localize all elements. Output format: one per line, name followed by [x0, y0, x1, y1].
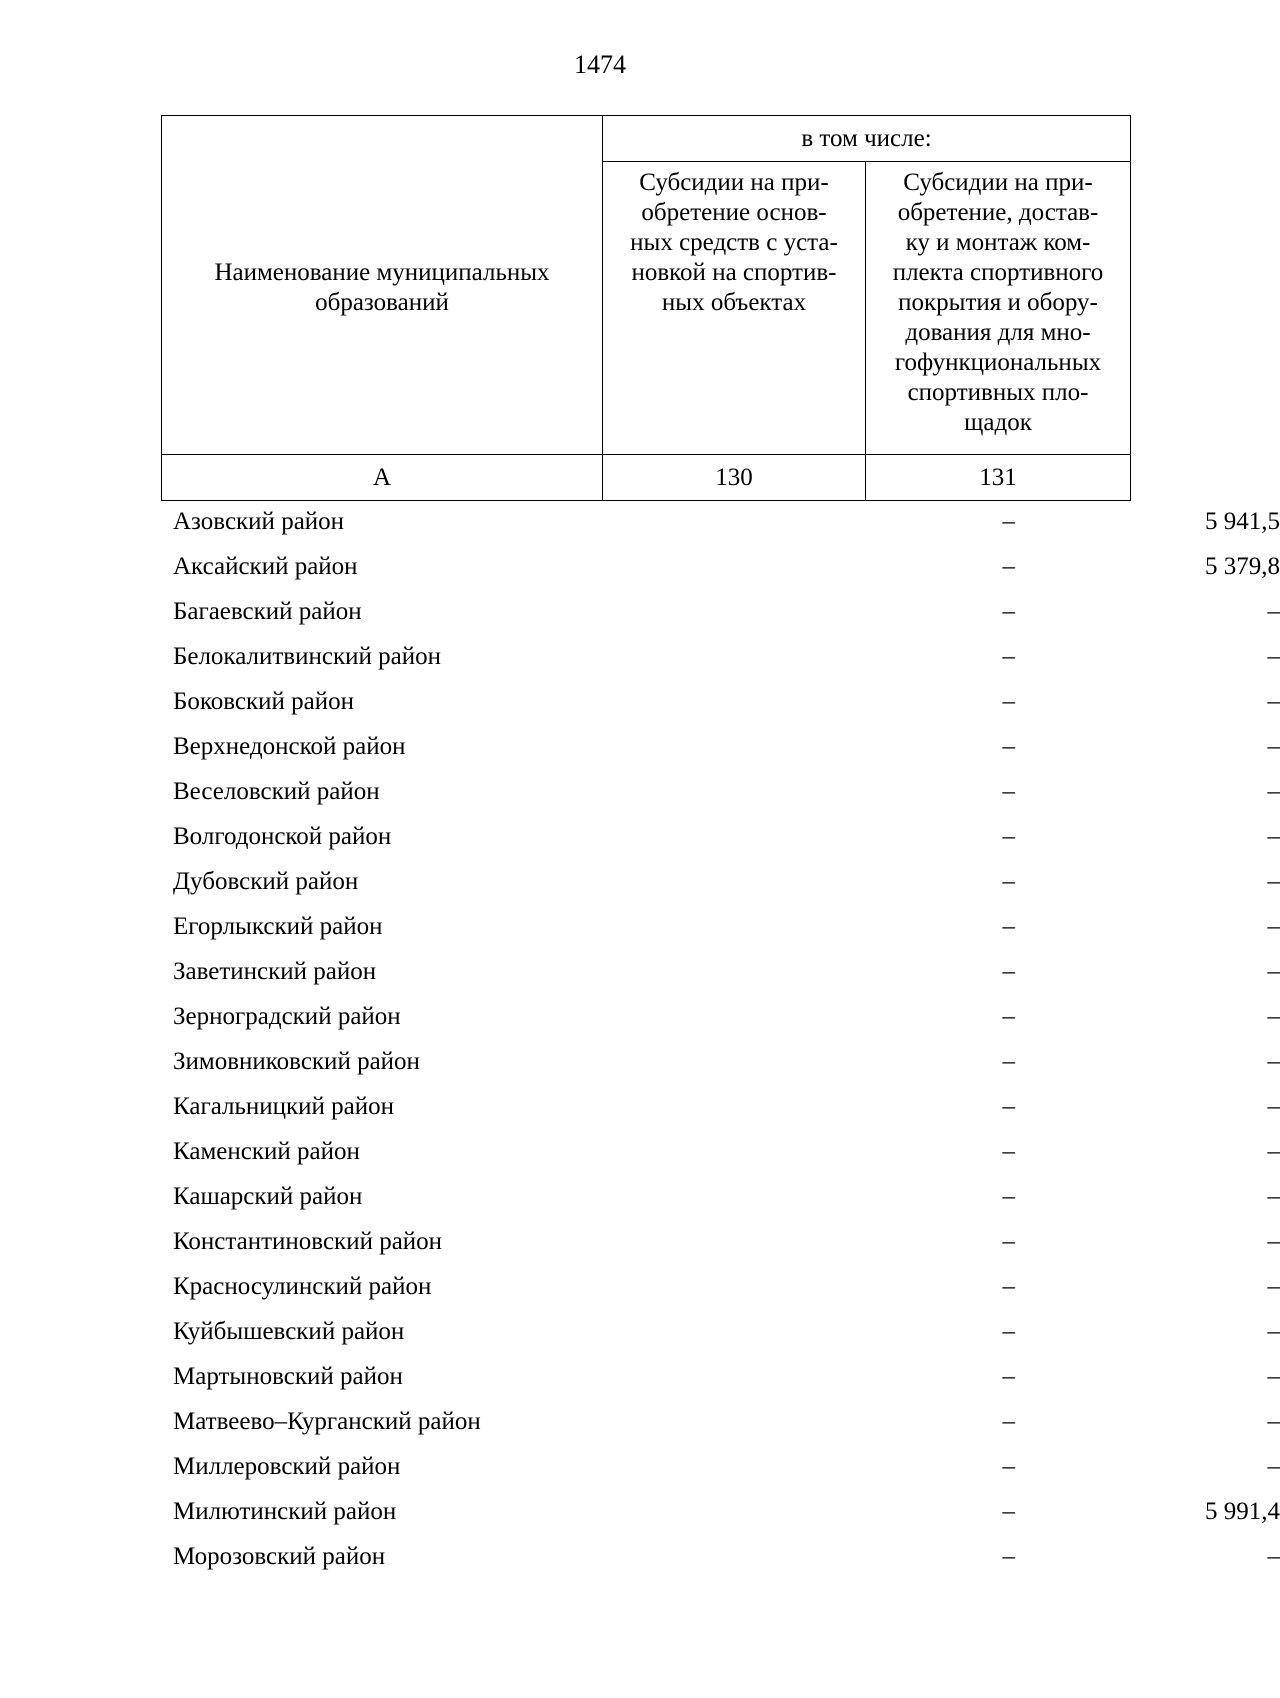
row-value-131: –: [1267, 868, 1280, 895]
header-col-130-label: [611, 168, 857, 318]
row-value-131: 5 941,5: [1205, 508, 1280, 535]
row-value-131: –: [1267, 1363, 1280, 1390]
row-municipality-name: Заветинский район: [173, 958, 377, 985]
row-value-130: –: [1002, 1498, 1015, 1525]
header-col-131-line: обретение, достав-: [897, 199, 1099, 226]
row-value-130: –: [1002, 598, 1015, 625]
row-municipality-name: Миллеровский район: [173, 1453, 401, 1480]
row-value-131: –: [1267, 1408, 1280, 1435]
page-number: 1474: [574, 50, 626, 79]
row-value-130: –: [1002, 1363, 1015, 1390]
table-row: [161, 1399, 1280, 1444]
header-col-131-line: Субсидии на при-: [903, 169, 1093, 196]
row-value-130: –: [1002, 1048, 1015, 1075]
table-row: [161, 1309, 1280, 1354]
table-body: [161, 499, 1280, 1579]
row-municipality-name: Волгодонской район: [173, 823, 392, 850]
row-value-131: –: [1267, 1273, 1280, 1300]
header-col-131-line: ку и монтаж ком-: [905, 229, 1091, 256]
row-municipality-name: Аксайский район: [173, 553, 358, 580]
row-value-131: –: [1267, 643, 1280, 670]
table-row: [161, 544, 1280, 589]
header-col-131-line: щадок: [964, 409, 1032, 436]
row-value-130: –: [1002, 553, 1015, 580]
row-municipality-name: Багаевский район: [173, 598, 362, 625]
row-value-131: –: [1267, 823, 1280, 850]
row-value-131: 5 379,8: [1205, 553, 1280, 580]
row-municipality-name: Милютинский район: [173, 1498, 397, 1525]
header-num-131: 131: [866, 455, 1131, 501]
row-municipality-name: Куйбышевский район: [173, 1318, 405, 1345]
header-group-label: в том числе:: [603, 116, 1131, 162]
row-value-131: –: [1267, 1228, 1280, 1255]
row-value-130: –: [1002, 643, 1015, 670]
table-row: [161, 1489, 1280, 1534]
table-row: [161, 1534, 1280, 1579]
table-row: [161, 949, 1280, 994]
table-row: [161, 679, 1280, 724]
row-value-131: –: [1267, 778, 1280, 805]
header-col-131-line: покрытия и обору-: [898, 289, 1098, 316]
row-municipality-name: Кашарский район: [173, 1183, 363, 1210]
row-municipality-name: Дубовский район: [173, 868, 359, 895]
table-row: [161, 1219, 1280, 1264]
row-municipality-name: Константиновский район: [173, 1228, 443, 1255]
table-row: [161, 589, 1280, 634]
row-municipality-name: Боковский район: [173, 688, 354, 715]
header-col-130-line: обретение основ-: [641, 199, 827, 226]
row-municipality-name: Мартыновский район: [173, 1363, 403, 1390]
row-value-130: –: [1002, 778, 1015, 805]
row-municipality-name: Красносулинский район: [173, 1273, 432, 1300]
row-value-131: –: [1267, 1138, 1280, 1165]
table-row: [161, 1444, 1280, 1489]
row-value-130: –: [1002, 1138, 1015, 1165]
row-value-131: –: [1267, 733, 1280, 760]
header-name-column: [162, 116, 603, 455]
row-value-130: –: [1002, 1183, 1015, 1210]
row-value-131: –: [1267, 1048, 1280, 1075]
row-municipality-name: Морозовский район: [173, 1543, 386, 1570]
row-municipality-name: Кагальницкий район: [173, 1093, 395, 1120]
table-row: [161, 1039, 1280, 1084]
row-value-131: –: [1267, 688, 1280, 715]
row-municipality-name: Матвеево–Курганский район: [173, 1408, 481, 1435]
row-municipality-name: Зимовниковский район: [173, 1048, 420, 1075]
table-row: [161, 1264, 1280, 1309]
row-value-131: 5 991,4: [1205, 1498, 1280, 1525]
header-col-131-line: дования для мно-: [905, 319, 1091, 346]
table-row: [161, 499, 1280, 544]
header-col-130-line: Субсидии на при-: [639, 169, 829, 196]
row-value-131: –: [1267, 598, 1280, 625]
header-num-130: 130: [603, 455, 866, 501]
table-row: [161, 1129, 1280, 1174]
row-municipality-name: Веселовский район: [173, 778, 380, 805]
table-row: [161, 724, 1280, 769]
header-num-name: А: [162, 455, 603, 501]
row-value-131: –: [1267, 1093, 1280, 1120]
row-value-131: –: [1267, 1453, 1280, 1480]
row-municipality-name: Белокалитвинский район: [173, 643, 441, 670]
header-col-130: [603, 162, 866, 455]
header-col-130-line: ных объектах: [661, 289, 807, 316]
header-col-130-line: новкой на спортив-: [631, 259, 837, 286]
row-municipality-name: Верхнедонской район: [173, 733, 406, 760]
row-value-130: –: [1002, 1093, 1015, 1120]
table-row: [161, 1084, 1280, 1129]
row-municipality-name: Азовский район: [173, 508, 345, 535]
row-value-130: –: [1002, 1453, 1015, 1480]
row-value-130: –: [1002, 958, 1015, 985]
table-header: [161, 115, 1131, 501]
table-row: [161, 904, 1280, 949]
table-row: [161, 814, 1280, 859]
table-row: [161, 1174, 1280, 1219]
header-col-131-line: спортивных пло-: [907, 379, 1089, 406]
row-value-130: –: [1002, 1273, 1015, 1300]
header-col-131: [866, 162, 1131, 455]
row-municipality-name: Каменский район: [173, 1138, 360, 1165]
row-value-131: –: [1267, 958, 1280, 985]
row-value-130: –: [1002, 823, 1015, 850]
row-value-131: –: [1267, 1543, 1280, 1570]
row-value-130: –: [1002, 1318, 1015, 1345]
row-value-131: –: [1267, 913, 1280, 940]
row-municipality-name: Егорлыкский район: [173, 913, 383, 940]
row-value-130: –: [1002, 1543, 1015, 1570]
row-value-130: –: [1002, 913, 1015, 940]
row-value-130: –: [1002, 508, 1015, 535]
row-value-131: –: [1267, 1318, 1280, 1345]
header-col-131-label: [874, 168, 1122, 438]
row-value-131: –: [1267, 1183, 1280, 1210]
row-value-130: –: [1002, 1408, 1015, 1435]
row-value-131: –: [1267, 1003, 1280, 1030]
table-row: [161, 1354, 1280, 1399]
row-value-130: –: [1002, 688, 1015, 715]
row-value-130: –: [1002, 868, 1015, 895]
header-col-131-line: гофункциональных: [894, 349, 1102, 376]
row-value-130: –: [1002, 733, 1015, 760]
table-row: [161, 769, 1280, 814]
table-row: [161, 859, 1280, 904]
table-row: [161, 634, 1280, 679]
header-name-label: Наименование муниципальных образований: [214, 259, 550, 316]
header-col-131-line: плекта спортивного: [892, 259, 1104, 286]
row-value-130: –: [1002, 1003, 1015, 1030]
row-municipality-name: Зерноградский район: [173, 1003, 401, 1030]
row-value-130: –: [1002, 1228, 1015, 1255]
table-row: [161, 994, 1280, 1039]
header-col-130-line: ных средств с уста-: [630, 229, 838, 256]
